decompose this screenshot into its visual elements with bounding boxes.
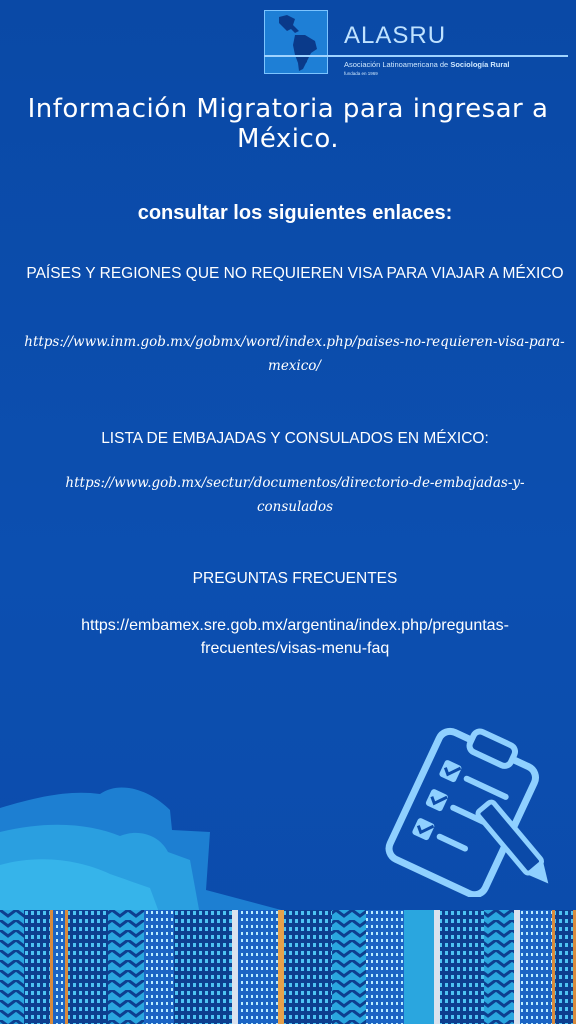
link-visa-exempt[interactable]: https://www.inm.gob.mx/gobmx/word/index.php/paises-no-requieren-visa-para-mexico/	[24, 334, 565, 374]
logo-subtitle	[344, 60, 510, 69]
clipboard-checklist-icon	[370, 722, 555, 897]
latin-america-map-icon	[264, 10, 328, 74]
logo-small-text: fundada en 1969	[344, 71, 378, 76]
section-heading-faq: PREGUNTAS FRECUENTES	[192, 570, 398, 587]
page-title: Información Migratoria para ingresar a México.	[27, 94, 549, 154]
alasru-logo	[264, 10, 570, 82]
logo-name: ALASRU	[344, 22, 447, 49]
logo-subtitle-bold: Sociología Rural	[450, 60, 510, 69]
section-heading-visa-exempt: PAÍSES Y REGIONES QUE NO REQUIEREN VISA PARA VIAJAR A MÉXICO	[26, 265, 564, 282]
page-subtitle: consultar los siguientes enlaces:	[137, 202, 453, 224]
logo-subtitle-regular: Asociación Latinoamericana de	[344, 60, 451, 69]
section-heading-embassies: LISTA DE EMBAJADAS Y CONSULADOS EN MÉXICO:	[101, 430, 489, 447]
link-embassies[interactable]: https://www.gob.mx/sectur/documentos/directorio-de-embajadas-y-consulados	[65, 475, 525, 515]
link-faq[interactable]: https://embamex.sre.gob.mx/argentina/index.php/preguntas-frecuentes/visas-menu-faq	[81, 617, 509, 657]
textile-pattern-border	[0, 910, 576, 1024]
logo-divider	[264, 55, 568, 57]
